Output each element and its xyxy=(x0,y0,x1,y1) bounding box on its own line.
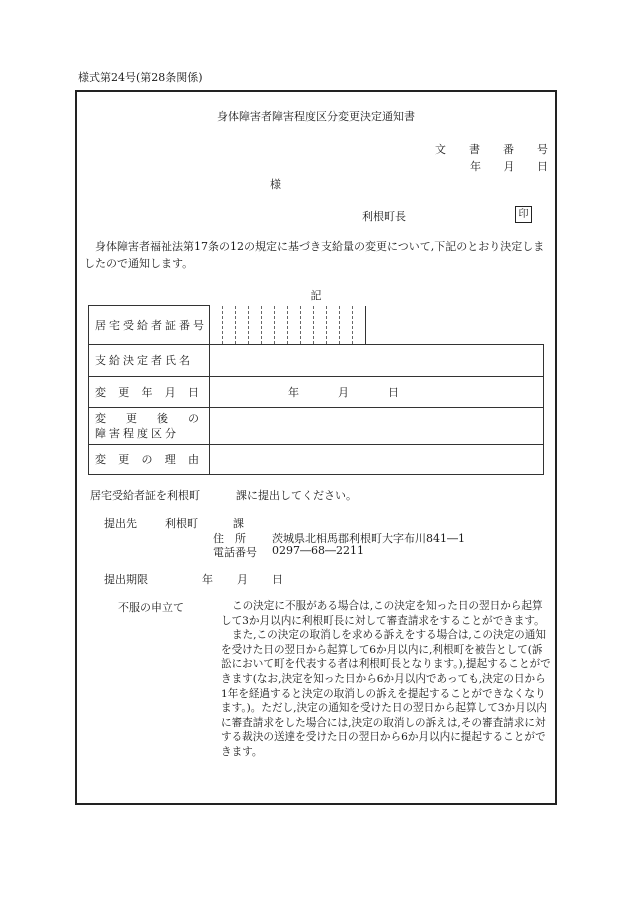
appeal-label: 不服の申立て xyxy=(118,601,184,614)
document-number-label: 文 書 番 号 xyxy=(435,143,548,156)
issue-date: 年 月 日 xyxy=(470,160,548,173)
change-date-label: 変 更 年 月 日 xyxy=(89,376,210,407)
recipient-honorific: 様 xyxy=(270,178,281,191)
submit-instruction: 居宅受給者証を利根町 課に提出してください。 xyxy=(90,489,357,502)
new-disability-level-label: 変 更 後 の 障害程度区分 xyxy=(89,407,210,444)
info-table xyxy=(88,305,544,475)
ki-heading: 記 xyxy=(310,289,322,302)
submit-destination-label: 提出先 xyxy=(104,517,137,530)
table-row xyxy=(89,407,544,444)
change-reason-field[interactable] xyxy=(210,444,544,474)
appeal-text xyxy=(221,599,551,760)
table-row xyxy=(89,306,544,345)
issuer-name: 利根町長 xyxy=(362,210,406,223)
deadline-date: 年 月 日 xyxy=(202,573,283,586)
table-row xyxy=(89,376,544,407)
change-reason-label: 変 更 の 理 由 xyxy=(89,444,210,474)
recipient-cert-number-label: 居宅受給者証番号 xyxy=(89,306,210,345)
change-date-field[interactable]: 年 月 日 xyxy=(210,376,544,407)
address-value: 茨城県北相馬郡利根町大字布川841―1 xyxy=(272,532,465,545)
new-disability-level-field[interactable] xyxy=(210,407,544,444)
seal-stamp: 印 xyxy=(515,206,532,223)
appeal-paragraph: この決定に不服がある場合は,この決定を知った日の翌日から起算して3か月以内に利根町長に対して審査請求をすることができます。 xyxy=(221,600,545,627)
deadline-label: 提出期限 xyxy=(104,573,148,586)
submit-destination-town: 利根町 xyxy=(165,517,198,530)
recipient-name-field[interactable] xyxy=(210,344,544,376)
appeal-paragraph: また,この決定の取消しを求める訴えをする場合は,この決定の通知を受けた日の翌日から起算して6か月以内に,利根町を被告として(訴訟において町を代表する者は利根町長となります。),提起することができます(なお,決定を知った日から6か月以内であっても,決定の日から1年を経過すると決定の取消しの訴えを提起することができなくなります。)。ただし,決定の通知を受けた日の翌日から起算して3か月以内に審査請求をした場合には,決定の取消しの訴えは,その審査請求に対する裁決の送達を受けた日の翌日から6か月以内に提起することができます。 xyxy=(221,629,551,758)
table-row xyxy=(89,344,544,376)
submit-destination-section: 課 xyxy=(233,517,244,530)
notice-body: 身体障害者福祉法第17条の12の規定に基づき支給量の変更について,下記のとおり決定しましたので通知します。 xyxy=(84,240,545,270)
phone-label: 電話番号 xyxy=(213,546,257,559)
table-row xyxy=(89,444,544,474)
document-title: 身体障害者障害程度区分変更決定通知書 xyxy=(217,110,415,123)
recipient-cert-number-cells[interactable] xyxy=(210,306,544,345)
recipient-name-label: 支給決定者氏名 xyxy=(89,344,210,376)
form-number: 様式第24号(第28条関係) xyxy=(78,71,203,84)
address-label: 住 所 xyxy=(213,532,246,545)
phone-value: 0297―68―2211 xyxy=(272,544,364,557)
